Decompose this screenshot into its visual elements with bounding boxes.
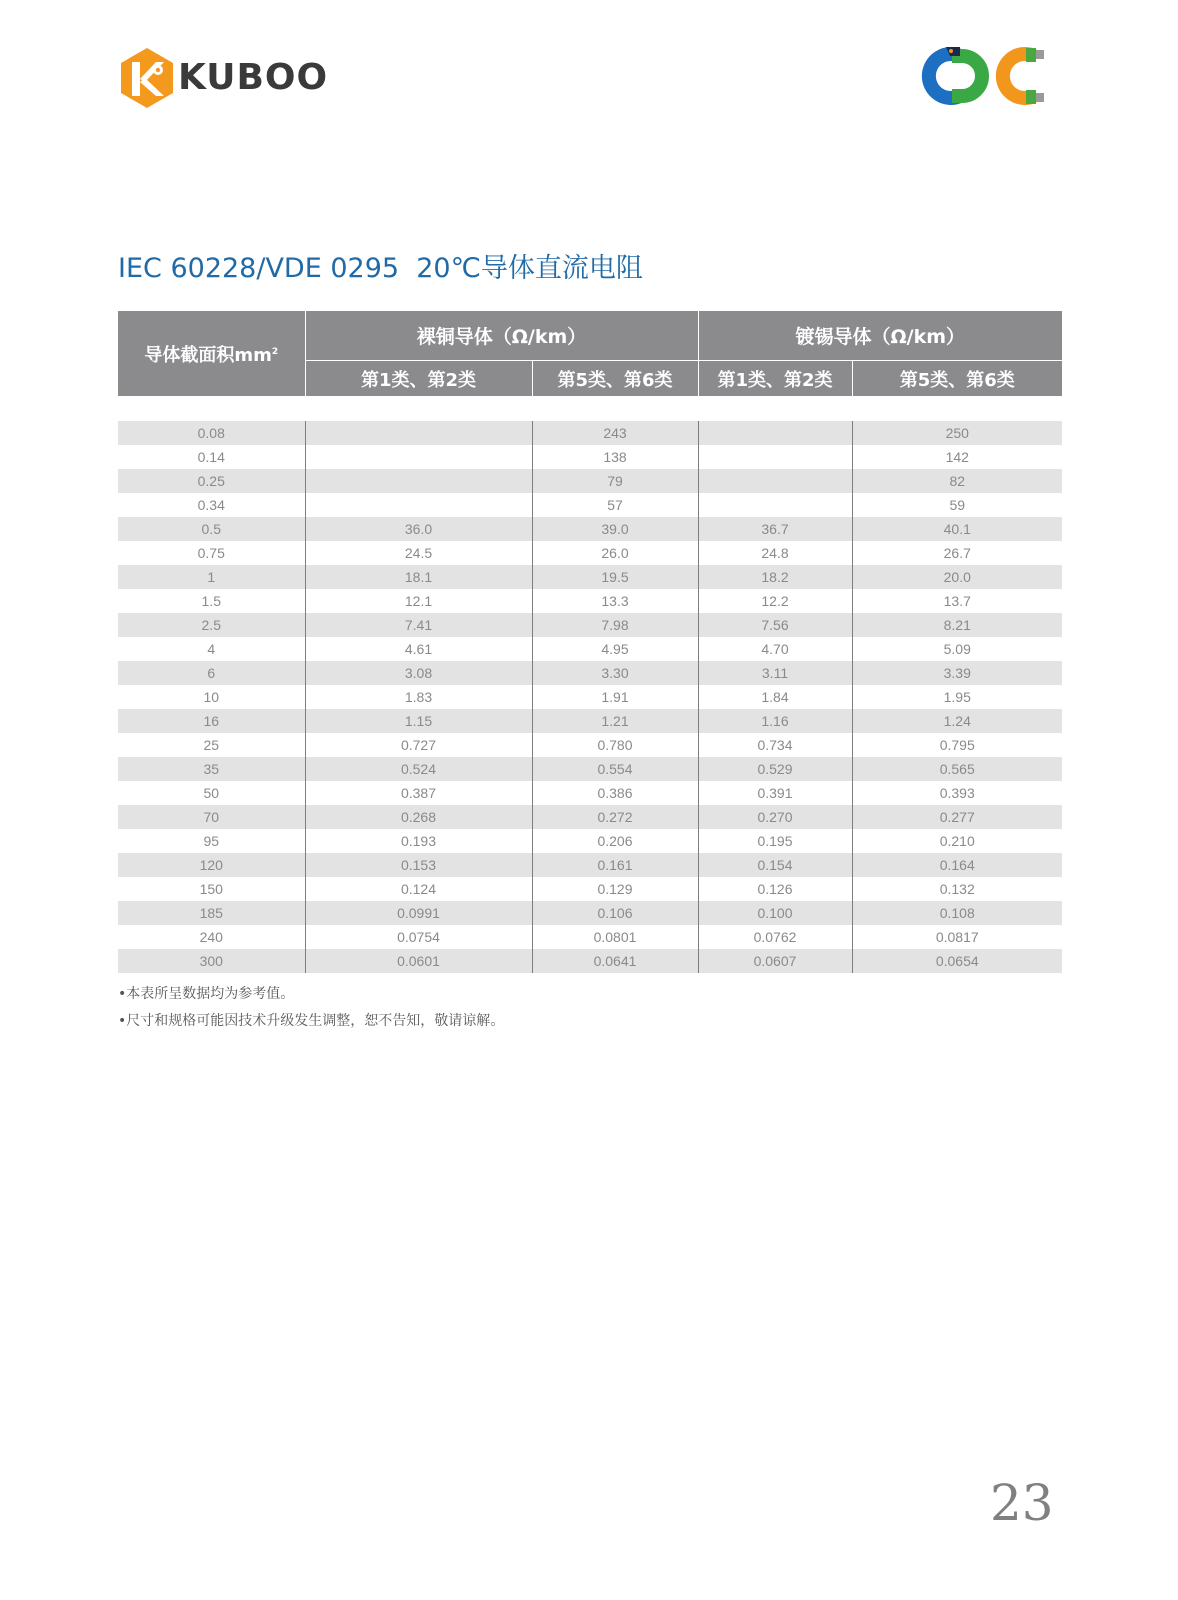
table-body — [118, 397, 1062, 974]
cell-resistance: 13.3 — [532, 589, 698, 613]
cell-resistance: 1.91 — [532, 685, 698, 709]
cell-resistance: 0.529 — [698, 757, 852, 781]
cell-resistance: 12.2 — [698, 589, 852, 613]
cell-resistance: 57 — [532, 493, 698, 517]
cell-resistance: 0.106 — [532, 901, 698, 925]
table-row — [118, 613, 1062, 637]
cell-cross-section: 1.5 — [118, 589, 305, 613]
cell-resistance: 0.393 — [852, 781, 1062, 805]
cell-resistance: 1.15 — [305, 709, 532, 733]
table-row — [118, 901, 1062, 925]
table-row — [118, 421, 1062, 445]
cell-resistance — [698, 421, 852, 445]
cell-resistance: 0.206 — [532, 829, 698, 853]
footnote: •尺寸和规格可能因技术升级发生调整，恕不告知，敬请谅解。 — [118, 1013, 505, 1029]
cell-resistance — [698, 469, 852, 493]
cell-resistance: 0.565 — [852, 757, 1062, 781]
cell-resistance: 243 — [532, 421, 698, 445]
cell-resistance: 0.210 — [852, 829, 1062, 853]
cell-resistance: 0.132 — [852, 877, 1062, 901]
cell-resistance: 36.0 — [305, 517, 532, 541]
table-row — [118, 805, 1062, 829]
cell-resistance: 0.780 — [532, 733, 698, 757]
header-tinned-copper: 镀锡导体（Ω/km） — [698, 311, 1062, 361]
cell-resistance: 0.0801 — [532, 925, 698, 949]
table-row — [118, 469, 1062, 493]
page-title: IEC 60228/VDE 0295 20℃导体直流电阻 — [118, 253, 643, 284]
cell-resistance: 26.0 — [532, 541, 698, 565]
cell-resistance: 0.100 — [698, 901, 852, 925]
cell-cross-section: 70 — [118, 805, 305, 829]
cell-resistance: 142 — [852, 445, 1062, 469]
cell-resistance — [698, 493, 852, 517]
cell-resistance: 0.0654 — [852, 949, 1062, 973]
cell-resistance: 3.11 — [698, 661, 852, 685]
cell-resistance: 0.277 — [852, 805, 1062, 829]
cell-resistance: 4.95 — [532, 637, 698, 661]
cell-resistance: 20.0 — [852, 565, 1062, 589]
cell-resistance — [305, 421, 532, 445]
cell-resistance: 12.1 — [305, 589, 532, 613]
kuboo-logo — [118, 46, 328, 110]
cell-resistance: 0.270 — [698, 805, 852, 829]
cell-resistance: 7.56 — [698, 613, 852, 637]
cell-resistance: 7.41 — [305, 613, 532, 637]
table-row — [118, 733, 1062, 757]
cell-cross-section: 120 — [118, 853, 305, 877]
cell-cross-section: 150 — [118, 877, 305, 901]
table-row — [118, 757, 1062, 781]
cell-resistance: 0.124 — [305, 877, 532, 901]
cell-resistance: 0.272 — [532, 805, 698, 829]
table-row — [118, 949, 1062, 973]
cell-resistance: 0.195 — [698, 829, 852, 853]
cell-resistance: 0.154 — [698, 853, 852, 877]
cell-resistance: 0.0641 — [532, 949, 698, 973]
cell-resistance: 138 — [532, 445, 698, 469]
table-header — [118, 311, 1062, 397]
cell-resistance: 0.268 — [305, 805, 532, 829]
cell-resistance: 0.0817 — [852, 925, 1062, 949]
cell-resistance: 13.7 — [852, 589, 1062, 613]
cell-resistance: 0.727 — [305, 733, 532, 757]
cell-cross-section: 185 — [118, 901, 305, 925]
cell-resistance: 0.795 — [852, 733, 1062, 757]
cell-cross-section: 0.08 — [118, 421, 305, 445]
cell-cross-section: 240 — [118, 925, 305, 949]
cell-resistance: 4.70 — [698, 637, 852, 661]
kuboo-wordmark: KUBOO — [178, 57, 329, 98]
cell-cross-section: 25 — [118, 733, 305, 757]
cell-resistance: 19.5 — [532, 565, 698, 589]
cell-resistance: 7.98 — [532, 613, 698, 637]
table-row — [118, 853, 1062, 877]
cell-cross-section: 2.5 — [118, 613, 305, 637]
cell-cross-section: 4 — [118, 637, 305, 661]
cell-resistance: 1.24 — [852, 709, 1062, 733]
cdc-logo-icon — [916, 44, 1061, 109]
cell-cross-section: 50 — [118, 781, 305, 805]
cell-resistance: 79 — [532, 469, 698, 493]
cell-resistance: 3.08 — [305, 661, 532, 685]
table-row — [118, 829, 1062, 853]
cdc-logo — [916, 44, 1061, 109]
cell-resistance: 8.21 — [852, 613, 1062, 637]
cell-cross-section: 0.34 — [118, 493, 305, 517]
cell-resistance: 0.554 — [532, 757, 698, 781]
cell-cross-section: 0.5 — [118, 517, 305, 541]
cell-resistance — [305, 445, 532, 469]
cell-resistance: 1.95 — [852, 685, 1062, 709]
table-row — [118, 445, 1062, 469]
cell-resistance: 39.0 — [532, 517, 698, 541]
table-row — [118, 925, 1062, 949]
cell-resistance: 0.386 — [532, 781, 698, 805]
cell-cross-section: 95 — [118, 829, 305, 853]
header-cross-section: 导体截面积$mm^2$ — [118, 311, 305, 397]
cell-resistance: 0.524 — [305, 757, 532, 781]
cell-resistance: 24.5 — [305, 541, 532, 565]
cell-resistance — [305, 493, 532, 517]
page-number: 23 — [990, 1474, 1054, 1532]
cell-resistance: 0.108 — [852, 901, 1062, 925]
cell-resistance: 0.164 — [852, 853, 1062, 877]
table-row — [118, 685, 1062, 709]
cell-resistance: 250 — [852, 421, 1062, 445]
cell-resistance: 40.1 — [852, 517, 1062, 541]
table-row — [118, 661, 1062, 685]
table-row — [118, 709, 1062, 733]
cell-resistance: 82 — [852, 469, 1062, 493]
cell-resistance: 1.16 — [698, 709, 852, 733]
cell-cross-section: 0.25 — [118, 469, 305, 493]
cell-cross-section: 6 — [118, 661, 305, 685]
header-tinned-class-1-2: 第1类、第2类 — [698, 361, 852, 397]
cell-resistance — [698, 445, 852, 469]
cell-resistance: 0.391 — [698, 781, 852, 805]
cell-resistance: 59 — [852, 493, 1062, 517]
table-row — [118, 637, 1062, 661]
cell-cross-section: 35 — [118, 757, 305, 781]
cell-resistance: 5.09 — [852, 637, 1062, 661]
cell-resistance: 0.126 — [698, 877, 852, 901]
kuboo-hexagon-icon — [118, 46, 176, 110]
cell-resistance — [305, 469, 532, 493]
cell-resistance: 26.7 — [852, 541, 1062, 565]
cell-resistance: 18.1 — [305, 565, 532, 589]
resistance-table — [118, 311, 1062, 973]
cell-resistance: 0.0601 — [305, 949, 532, 973]
cell-resistance: 0.0991 — [305, 901, 532, 925]
cell-resistance: 0.193 — [305, 829, 532, 853]
cell-resistance: 1.21 — [532, 709, 698, 733]
header-bare-class-5-6: 第5类、第6类 — [532, 361, 698, 397]
cell-resistance: 0.734 — [698, 733, 852, 757]
table-row — [118, 541, 1062, 565]
table-row — [118, 517, 1062, 541]
cell-resistance: 3.39 — [852, 661, 1062, 685]
footnote: •本表所呈数据均为参考值。 — [118, 986, 295, 1002]
cell-cross-section: 10 — [118, 685, 305, 709]
cell-resistance: 1.83 — [305, 685, 532, 709]
table-row — [118, 781, 1062, 805]
cell-cross-section: 1 — [118, 565, 305, 589]
cell-resistance: 0.161 — [532, 853, 698, 877]
cell-resistance: 0.129 — [532, 877, 698, 901]
header-bare-class-1-2: 第1类、第2类 — [305, 361, 532, 397]
table-row — [118, 493, 1062, 517]
table-row — [118, 877, 1062, 901]
cell-cross-section: 16 — [118, 709, 305, 733]
cell-resistance: 18.2 — [698, 565, 852, 589]
cell-cross-section: 0.14 — [118, 445, 305, 469]
cell-cross-section: 0.75 — [118, 541, 305, 565]
header-tinned-class-5-6: 第5类、第6类 — [852, 361, 1062, 397]
footnotes — [118, 985, 504, 1039]
cell-cross-section: 300 — [118, 949, 305, 973]
cell-resistance: 4.61 — [305, 637, 532, 661]
cell-resistance: 24.8 — [698, 541, 852, 565]
cell-resistance: 0.153 — [305, 853, 532, 877]
table-row — [118, 589, 1062, 613]
cell-resistance: 0.387 — [305, 781, 532, 805]
cell-resistance: 36.7 — [698, 517, 852, 541]
table-row — [118, 565, 1062, 589]
cell-resistance: 3.30 — [532, 661, 698, 685]
cell-resistance: 0.0607 — [698, 949, 852, 973]
cell-resistance: 0.0754 — [305, 925, 532, 949]
header-bare-copper: 裸铜导体（Ω/km） — [305, 311, 698, 361]
cell-resistance: 1.84 — [698, 685, 852, 709]
cell-resistance: 0.0762 — [698, 925, 852, 949]
